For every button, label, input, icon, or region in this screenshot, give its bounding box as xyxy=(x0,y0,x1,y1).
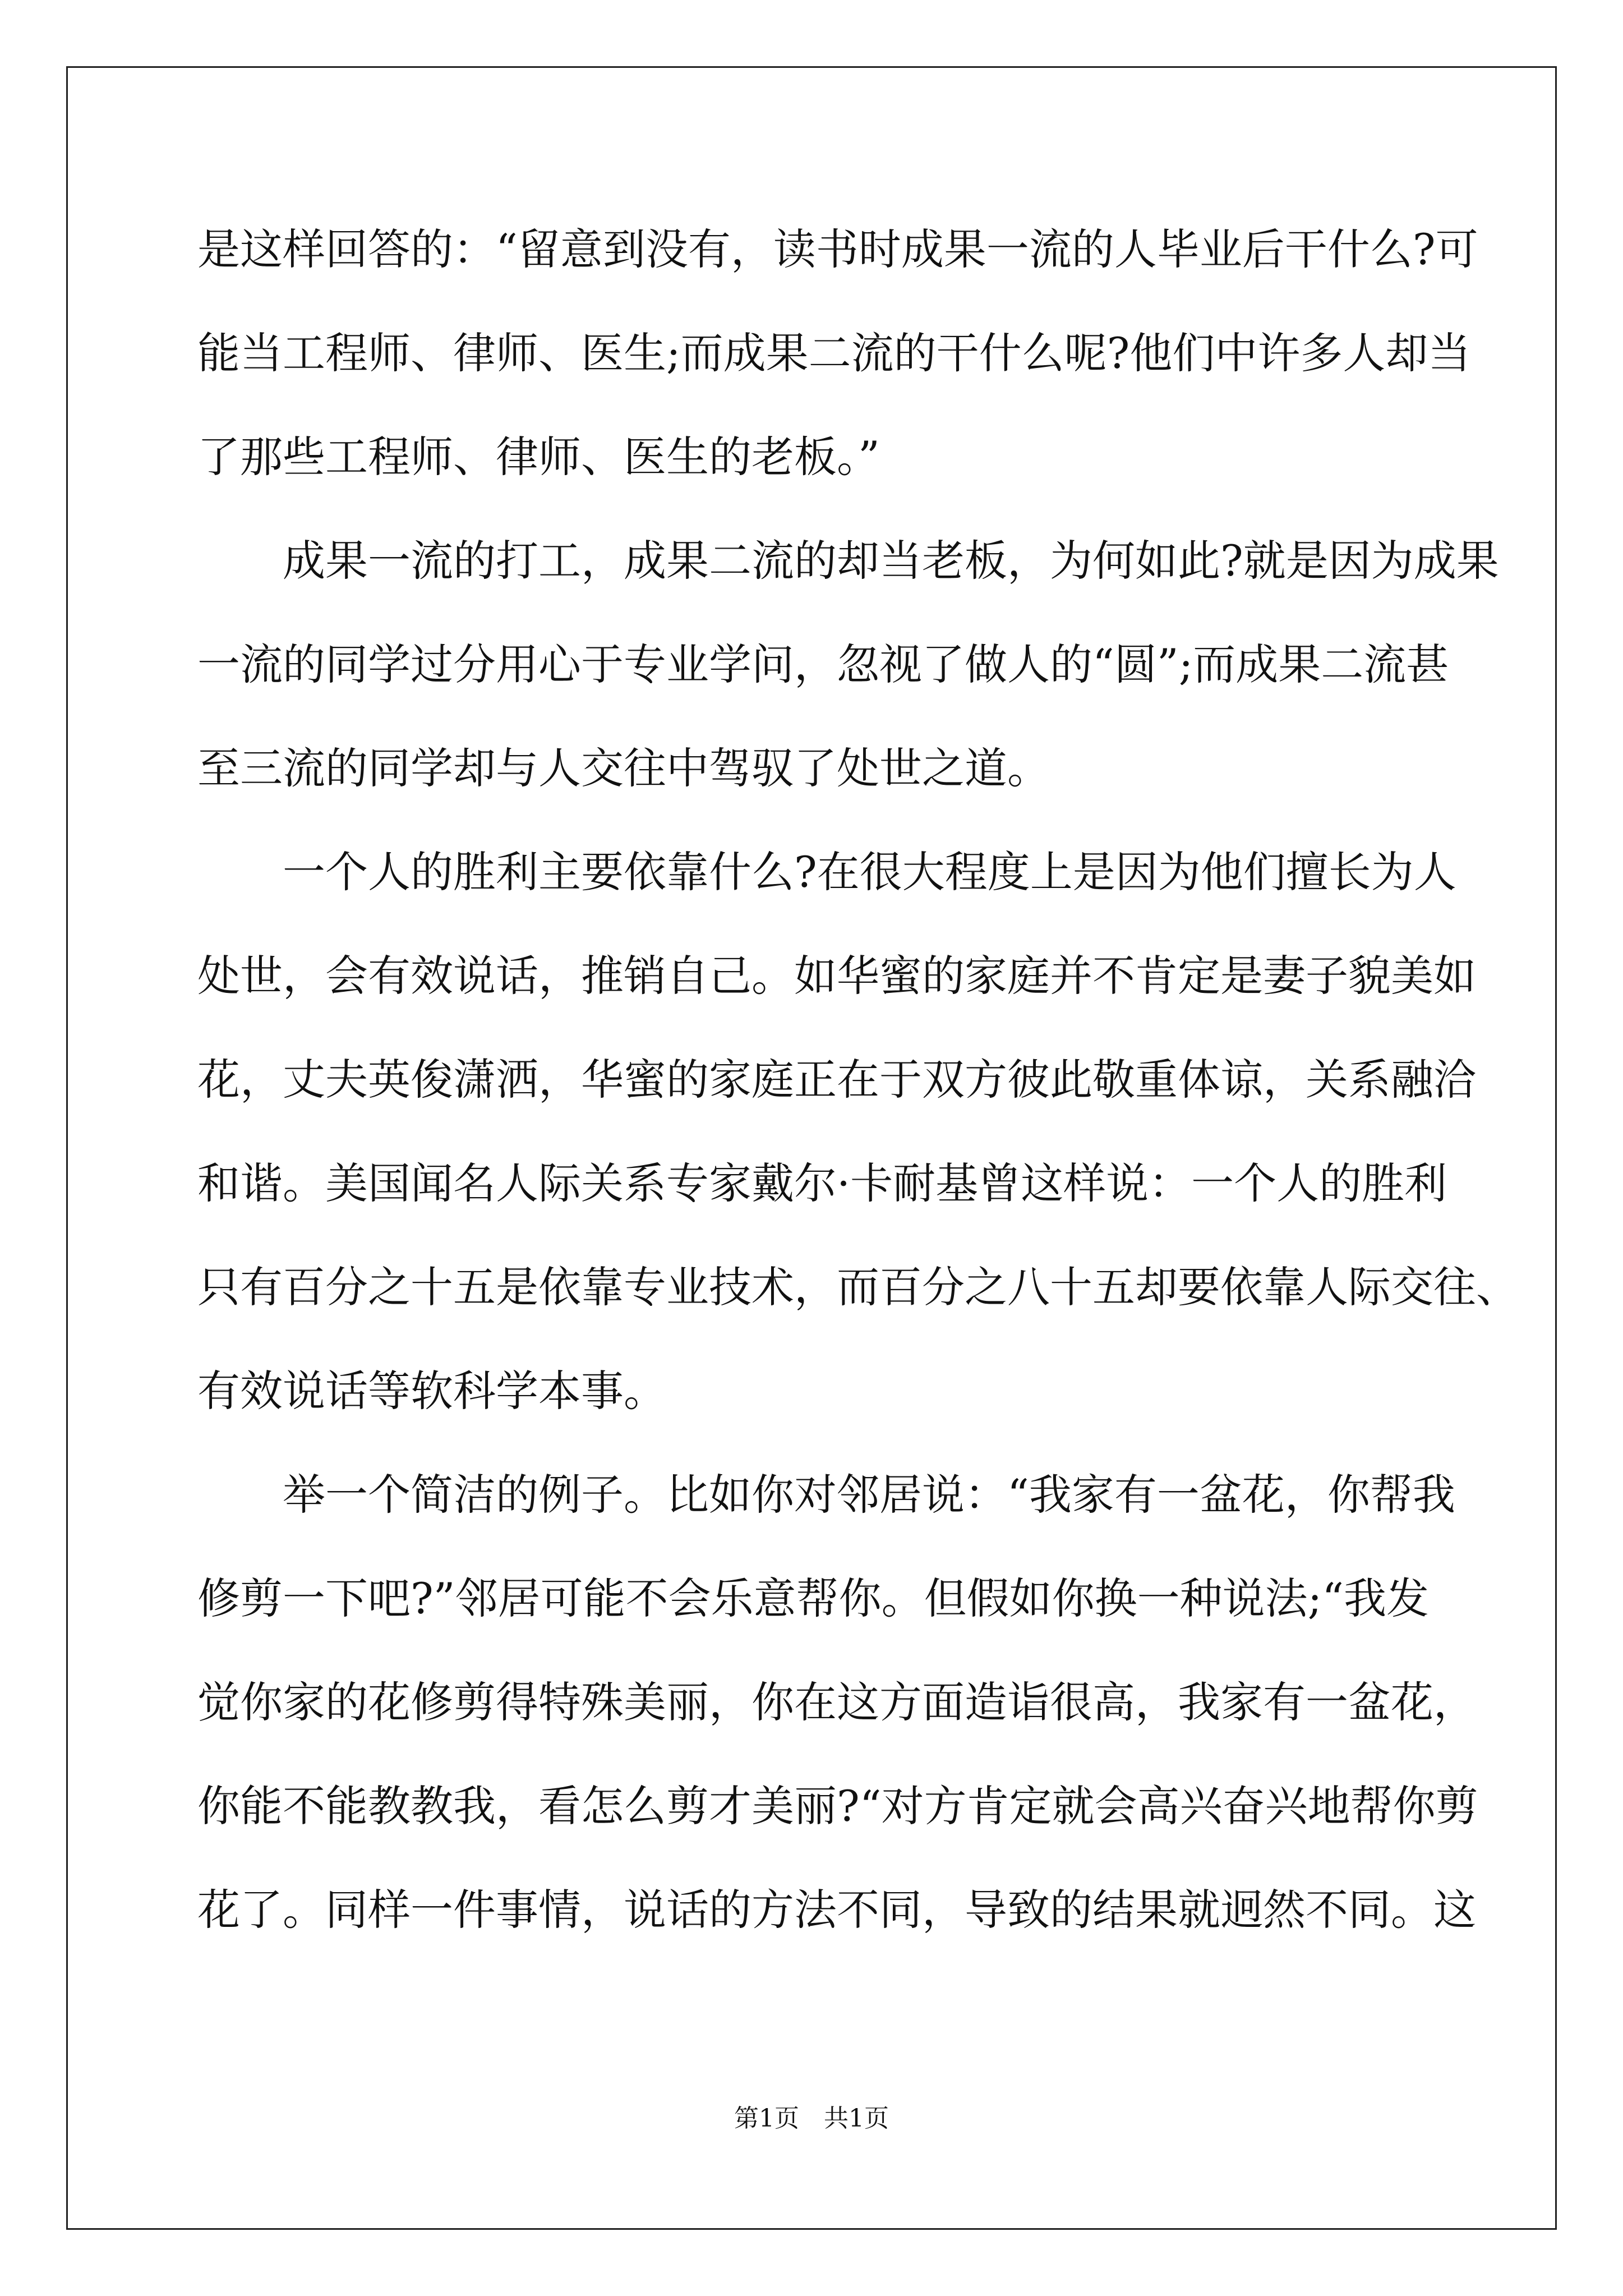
text-line: 只有百分之十五是依靠专业技术，而百分之八十五却要依靠人际交往、 xyxy=(197,1262,1519,1312)
text-line: 能当工程师、律师、医生;而成果二流的干什么呢?他们中许多人却当 xyxy=(197,328,1471,378)
text-line: 觉你家的花修剪得特殊美丽，你在这方面造诣很高，我家有一盆花， xyxy=(197,1677,1476,1727)
text-line: 你能不能教教我，看怎么剪才美丽?“对方肯定就会高兴奋兴地帮你剪 xyxy=(197,1781,1478,1831)
text-line: 一流的同学过分用心于专业学问，忽视了做人的“圆”;而成果二流甚 xyxy=(197,639,1449,689)
paragraph-first-line: 一个人的胜利主要依靠什么?在很大程度上是因为他们擅长为人 xyxy=(283,847,1456,897)
text-line: 了那些工程师、律师、医生的老板。” xyxy=(197,432,880,482)
text-line: 和谐。美国闻名人际关系专家戴尔·卡耐基曾这样说：一个人的胜利 xyxy=(197,1158,1447,1208)
text-line: 是这样回答的：“留意到没有，读书时成果一流的人毕业后干什么?可 xyxy=(197,224,1478,274)
page-number-footer: 第1页 共1页 xyxy=(734,2104,889,2133)
text-line: 处世，会有效说话，推销自己。如华蜜的家庭并不肯定是妻子貌美如 xyxy=(197,951,1476,1001)
text-line: 花了。同样一件事情，说话的方法不同，导致的结果就迥然不同。这 xyxy=(197,1885,1476,1935)
paragraph-first-line: 成果一流的打工，成果二流的却当老板，为何如此?就是因为成果 xyxy=(283,536,1499,586)
text-line: 修剪一下吧?”邻居可能不会乐意帮你。但假如你换一种说法;“我发 xyxy=(197,1573,1430,1623)
text-line: 有效说话等软科学本事。 xyxy=(197,1366,666,1416)
text-line: 花，丈夫英俊潇洒，华蜜的家庭正在于双方彼此敬重体谅，关系融洽 xyxy=(197,1055,1476,1105)
paragraph-first-line: 举一个简洁的例子。比如你对邻居说：“我家有一盆花，你帮我 xyxy=(283,1470,1455,1520)
document-body xyxy=(197,224,1519,1989)
text-line: 至三流的同学却与人交往中驾驭了处世之道。 xyxy=(197,743,1050,793)
